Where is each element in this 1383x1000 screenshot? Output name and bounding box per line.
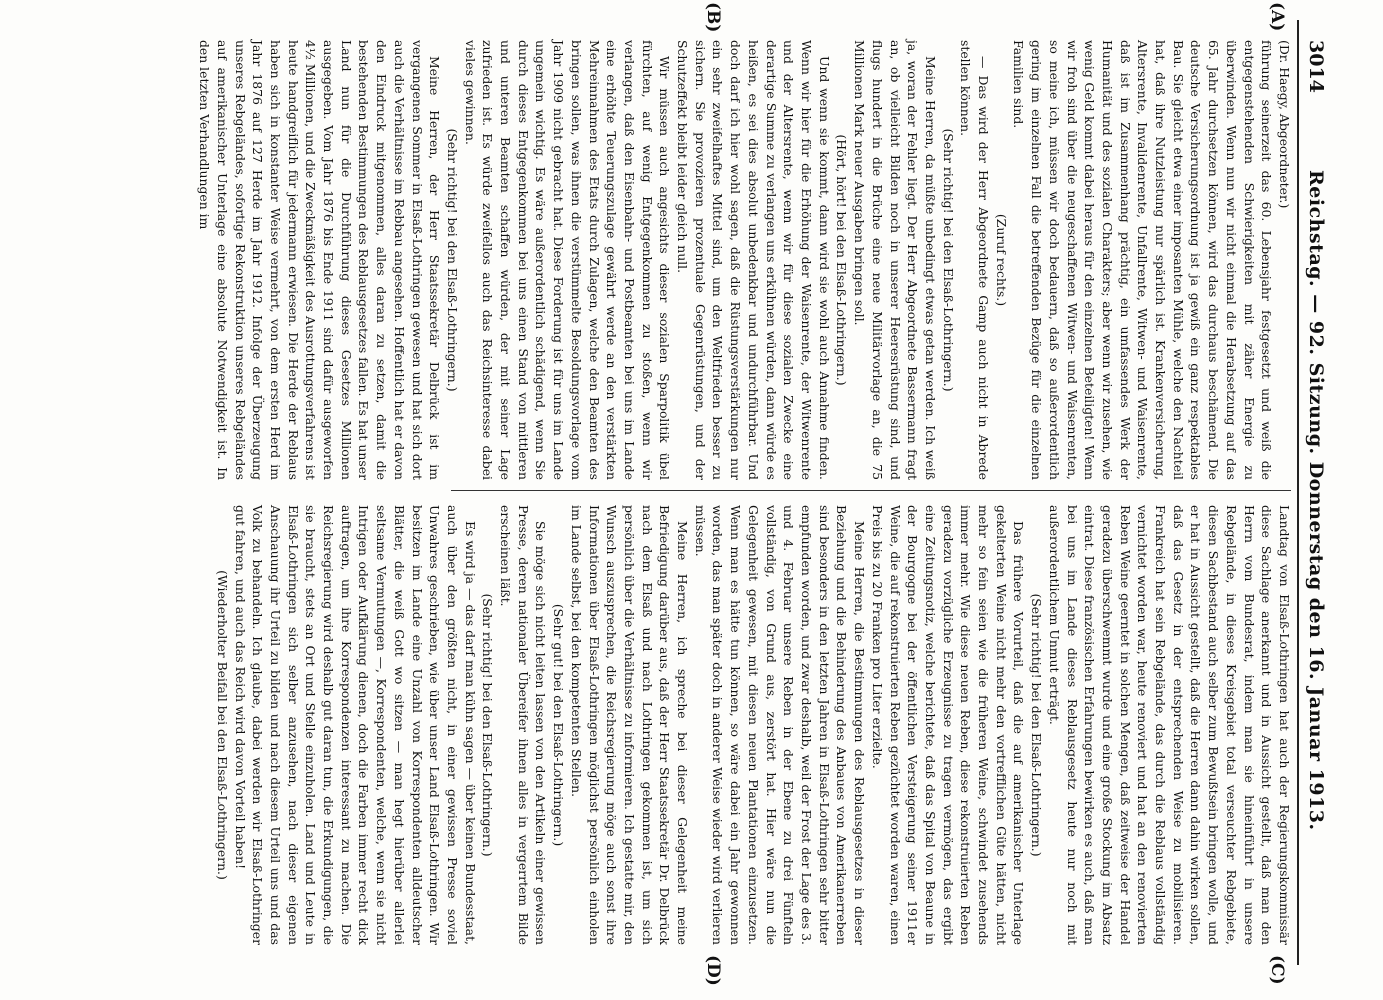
paragraph: Und wenn sie kommt, dann wird sie wohl auch Annahme finden. Wenn wir hier für die Erhöhung der Waisenrente, der Witwenrente und der Altersrente, wenn wir für diese sozialen Zwecke eine derartige Summe zu verlangen uns erkühnen würden, dann würde es heißen, es sei dies absolut unbedenkbar und undurchführbar. Und doch darf ich hier wohl sagen, daß die Rüstungsverstärkungen nur ein sehr zweifelhaftes Mittel sind, um den Weltfrieden besser zu sichern. Sie provozieren prozentuale Gegenrüstungen, und der Schutzeffekt bleibt leider gleich null. [675,40,832,480]
paragraph: Das frühere Vorurteil, daß die auf amerikanischer Unterlage gekelterten Weine nicht mehr den vortrefflichen Güte hätten, nicht mehr so fein seien wie die früheren Weine, schwindet zusehends immer mehr. Wie diese neuen Reben, diese rekonstruierten Reben geradezu vorzügliche Erzeugnisse zu tragen vermögen, das ergibt eine Zeitungsnotiz, welche berichtete, daß das Spital von Beaune in der Bourgogne bei der öffentlichen Versteigerung seiner 1911er Weine, die auf rekonstruierten Reben gezüchtet worden waren, einen Preis bis zu 20 Franken pro Liter erzielte. [869,505,1027,945]
page-title: Reichstag. — 92. Sitzung. Donnerstag den 16. Januar 1913. [1305,170,1327,831]
paragraph: Meine Herren, da müßte unbedingt etwas getan werden. Ich weiß ja, woran der Fehler liegt. Der Herr Abgeordnete Bassermann fragt an, ob vielleicht Bilden noch in unserer Heeresrüstung sind, und flugs hundert in die Brüche eine neue Militärvorlage an, die 75 Millionen Mark neuer Ausgaben bringen soll. [852,40,938,480]
interjection: (Sehr richtig! bei den Elsaß-Lothringern.) [1029,593,1045,857]
interjection: (Zuruf rechts.) [993,213,1009,307]
interjection: (Hört, hört! bei den Elsaß-Lothringern.) [834,134,850,386]
margin-marker-b: (B) [703,2,723,33]
interjection: (Wiederholter Beifall bei den Elsaß-Lothringern.) [214,570,230,880]
margin-marker-d: (D) [703,955,723,986]
page-header [1297,20,1333,965]
paragraph: Landtag von Elsaß-Lothringen hat auch der Regierungskommissär diese Sachlage anerkannt und in Aussicht gestellt, daß man den Herrn vom Bundesrat, indem man sie hineinführt in unsere Rebgelände, in dieses Kreisgebiet total verseuchter Rebgebiete, diesen Sachbestand auch selber zum Bewußtsein bringen wolle, und er hat in Aussicht gestellt, daß die Herren dann dahin wirken sollen, daß das Gesetz in der entsprechenden Weise zu mobilisieren. Frankreich hat sein Rebgelände, das durch die Reblaus vollständig vernichtet worden war, heute renoviert und hat an den renovierten Reben Weine geerntet in solchen Mengen, daß zeitweise der Handel geradezu überschwemmt wurde und eine große Stockung im Absatz eintrat. Diese französischen Erfahrungen bewirken es auch, daß man bei uns im Lande dieses Reblausgesetz heute nur noch mit außerordentlichem Unmut erträgt. [1046,505,1292,945]
interjection: (Sehr richtig! bei den Elsaß-Lothringern.) [940,128,956,392]
column-divider [451,490,1291,491]
page-number: 3014 [1305,40,1327,93]
interjection: (Sehr richtig! bei den Elsaß-Lothringern.) [480,593,496,857]
speaker-label: (Dr. Haegy, Abgeordneter.) [1277,40,1292,209]
margin-marker-a: (A) [1267,2,1287,32]
paragraph: Meine Herren, die Bestimmungen des Reblausgesetzes in dieser Beziehung und die Behinderung des Anbaues von Amerikanerreben sind besonders in den letzten Jahren in Elsaß-Lothringen sehr bitter empfunden worden, und zwar deshalb, weil der Frost der Lage des 3. und 4. Februar unsere Reben in der Ebene zu drei Fünfteln vollständig, von Grund aus, zerstört hat. Hier wäre nun die Gelegenheit gewesen, mit diesen neuen Plantationen einzusetzen. Wenn man es hätte tun können, so wäre dabei ein Jahr gewonnen worden, das man später doch in anderer Weise wieder wird verlieren müssen. [692,505,868,945]
paragraph: Meine Herren, ich spreche bei dieser Gelegenheit meine Befriedigung darüber aus, daß der Herr Staatssekretär Dr. Delbrück nach dem Elsaß und nach Lothringen gekommen ist, um sich persönlich über die Verhältnisse zu informieren. Ich gestatte mir, den Wunsch auszusprechen, die Reichsregierung möge auch sonst ihre Informationen über Elsaß-Lothringen möglichst persönlich einholen im Lande selbst, bei den kompetenten Stellen. [568,505,691,945]
interjection: (Sehr richtig! bei den Elsaß-Lothringern.) [444,128,460,392]
paragraph: führung seinerzeit das 60. Lebensjahr festgesetzt und weiß die entgegenstehenden Schwierigkeiten mit zäher Energie zu überwinden. Wenn nun wir nicht einmal die Herabsetzung auf das 65. Jahr durchsetzen können, wird das durchaus beschämend. Die deutsche Versicherungsordnung ist ja gewiß ein ganz respektables Bau. Sie gleicht etwa einer imposanten Mühle, welche den Nachteil hat, daß ihre Nutzleistung nur spärlich ist. Krankenversicherung, Altersrente, Invalidenrente, Unfallrente, Witwen- und Waisenrente, daß ist im Zusammenhang prächtig, ein umfassendes Werk der Humanität und des sozialen Charakters; aber wenn wir zusehen, wie wenig Geld kommt dabei heraus für den einzelnen Beteiligten! Wenn wir froh sind über die neugeschaffenen Witwen- und Waisenrenten, so meine ich, müssen wir doch bedauern, daß so außerordentlich gering im einzelnen Fall die betreffenden Bezüge für die einzelnen Familien sind. [1011,40,1275,480]
paragraph: — Das wird der Herr Abgeordnete Gamp auch nicht in Abrede stellen können. [958,40,992,480]
interjection: (Sehr gut! bei den Elsaß-Lothringern.) [551,603,567,847]
paragraph: Es wird ja — das darf man kühn sagen — über keinen Bundesstaat, auch über den größten nicht, in einer gewissen Presse soviel Unwahres geschrieben, wie über unser Land Elsaß-Lothringen. Wir besitzen im Lande eine Unzahl von Korrespondenten alldeutscher Blätter, die weiß Gott wo sitzen — man hegt hierüber allerlei seltsame Vermutungen —, Korrespondenten, welche, wenn sie nicht Intrigen oder Aufklärung dienen, doch die Farben immer recht dick auftragen, um ihre Korrespondenzen interessant zu machen. Die Reichsregierung wird deshalb gut daran tun, die Erkundigungen, die sie braucht, stets an Ort und Stelle einzuholen. Land und Leute in Elsaß-Lothringen sich selber anzusehen, nach dieser eigenen Anschauung ihr Urteil zu bilden und nach diesem Urteil uns und das Volk zu behandeln. Ich glaube, dabei werden wir Elsaß-Lothringer gut fahren, und auch das Reich wird davon Vorteil haben! [232,505,478,945]
paragraph: Wir müssen auch angesichts dieser sozialen Sparpolitik übel fürchten, auf wenig Entgegenkommen zu stoßen, wenn wir verlangen, daß den Eisenbahn- und Postbeamten bei uns im Lande eine erhöhte Teuerungszulage gewährt werde an den verstärkten Mehreinnahmen des Etats durch Zulagen, welche den Beamten des bringen sollen, was ihnen die verstümmelte Besoldungsvorlage vom Jahr 1909 nicht gebracht hat. Diese Forderung ist für uns im Lande ungemein wichtig. Es wäre außerordentlich schädigend, wenn Sie durch dieses Entgegenkommen bei uns einen Stand von mittleren und unteren Beamten schaffen würden, der mit seiner Lage zufrieden ist. Es würde zweifellos auch das Reichsinteresse dabei vieles gewinnen. [462,40,673,480]
margin-marker-c: (C) [1267,955,1287,985]
left-column [195,40,1293,480]
paragraph: Meine Herren, der Herr Staatssekretär Delbrück ist im vergangenen Sommer in Elsaß-Lothringen gewesen und hat sich dort auch die Verhältnisse im Rebbau angesehen. Hoffentlich hat er davon den Eindruck mitgenommen, alles daran zu setzen, damit die bestehenden Bestimmungen des Reblausgesetzes fallen. Es hat unser Land nun für die Durchführung dieses Gesetzes Millionen ausgegeben. Vom Jahr 1876 bis Ende 1911 sind dafür ausgeworfen 4½ Millionen, und die Zweckmäßigkeit des Ausrottungsverfahrens ist heute handgreiflich für jedermann erwiesen. Die Herde der Reblaus haben sich in konstanter Weise vermehrt, von dem ersten Herd im Jahr 1876 auf 127 Herde im Jahr 1912. Infolge der Überzeugung unseres Rebgeländes, sofortige Rekonstruktion unseres Rebgeländes auf amerikanischer Unterlage eine absolute Notwendigkeit ist. In den letzten Verhandlungen im [197,40,443,480]
right-column [213,505,1293,945]
paragraph: Sie möge sich nicht leiten lassen von den Artikeln einer gewissen Presse, deren nationaler Übereifer ihnen alles in vergerrtem Bilde erscheinen läßt. [498,505,549,945]
